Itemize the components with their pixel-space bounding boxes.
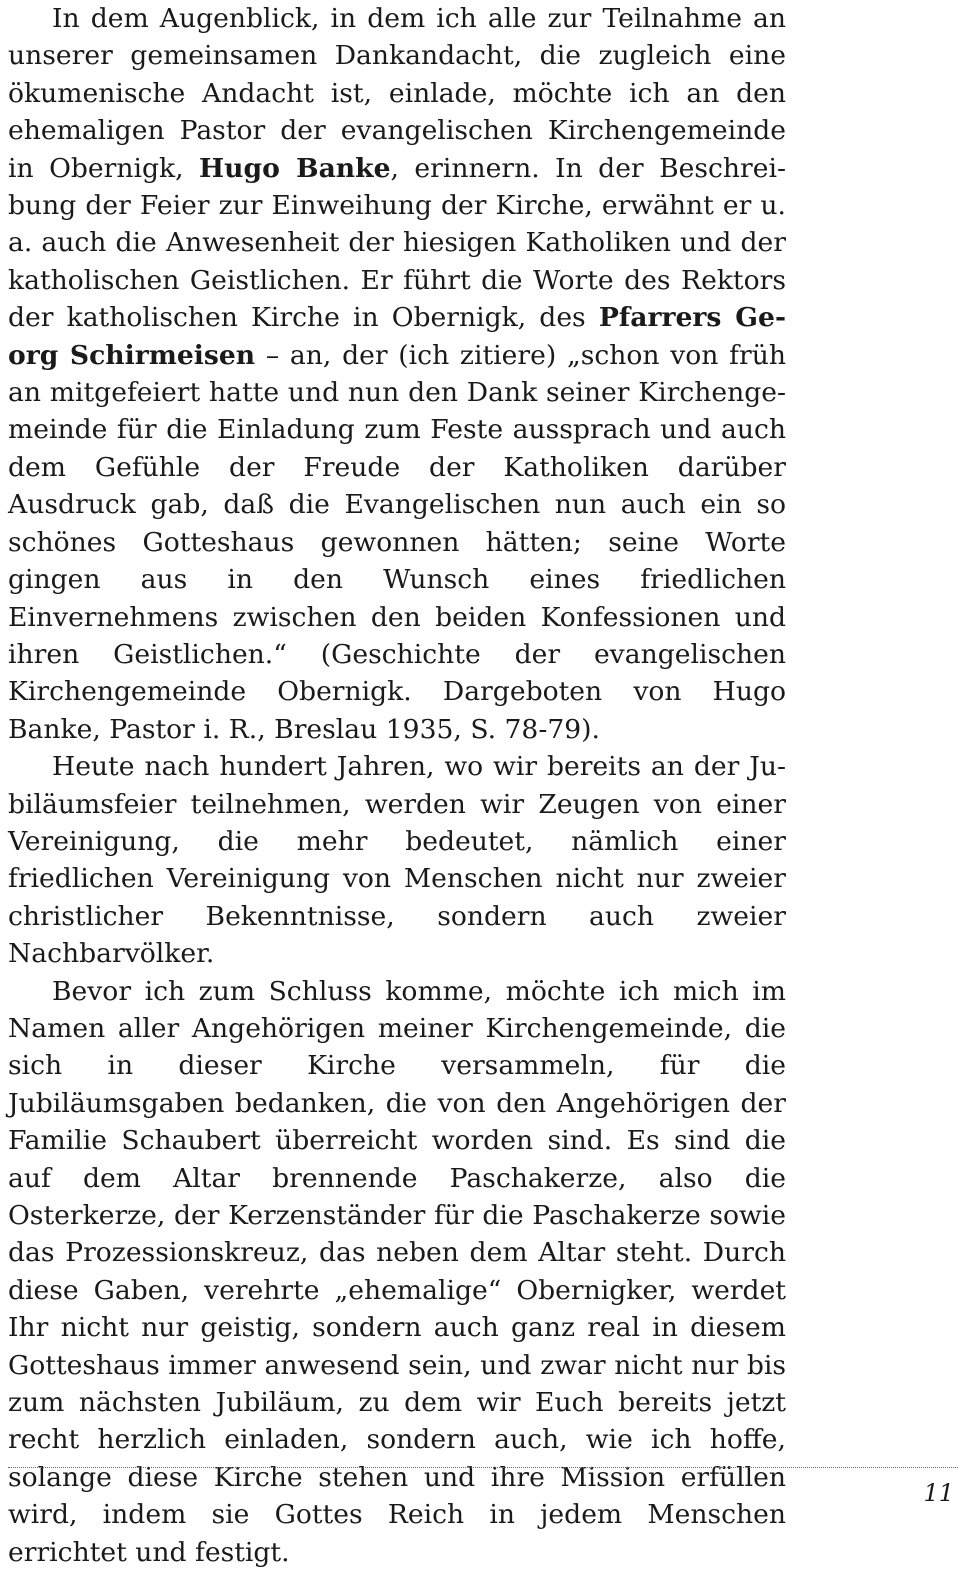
paragraph-1-text-a: In dem Augenblick, in dem ich alle zur Teilnahme an unserer gemeinsamen Dankandacht, die zugleich eine ökumenische Andacht ist, einlade, möchte ich an den ehemaligen Pastor der evangelischen Kirchengemeinde in Obernigk, <box>8 3 786 184</box>
paragraph-1-text-b: , erinnern. In der Beschreibung der Feier zur Einweihung der Kirche, erwähnt er u. a. auch die Anwesenheit der hiesigen Katholiken und der katholischen Geistlichen. Er führt die Worte des Rektors der katholischen Kirche in Obernigk, des <box>8 152 787 334</box>
paragraph-1-text-c: – an, der (ich zitiere) „schon von früh an mitgefeiert hatte und nun den Dank seiner Kirchengemeinde für die Einladung zum Feste aussprach und auch dem Gefühle der Freude der Katholiken darüber Ausdruck gab, daß die Evangelischen nun auch ein so schönes Gotteshaus gewonnen hätten; seine Worte gingen aus in den Wunsch eines friedlichen Einvernehmens zwischen den beiden Konfessionen und ihren Geistlichen.“ (Geschichte der evangelischen Kirchengemeinde Obernigk. Dargeboten von Hugo Banke, Pastor i. R., Breslau 1935, S. 78-79). <box>8 339 786 745</box>
footer-divider <box>8 1467 958 1468</box>
name-hugo-banke: Hugo Banke <box>199 152 391 184</box>
page-number: 11 <box>923 1479 954 1507</box>
body-text <box>8 0 786 1571</box>
name-georg-schirmeisen: Pfarrers Georg Schirmeisen <box>8 302 786 371</box>
paragraph-2: Heute nach hundert Jahren, wo wir bereits an der Jubiläumsfeier teilnehmen, werden wir Zeugen von einer Vereinigung, die mehr bedeutet, nämlich einer friedlichen Vereinigung von Menschen nicht nur zweier christlicher Bekenntnisse, sondern auch zweier Nachbarvölker. <box>8 751 786 970</box>
paragraph-3: Bevor ich zum Schluss komme, möchte ich mich im Namen aller Angehörigen meiner Kirchengemeinde, die sich in dieser Kirche versammeln, für die Jubiläumsgaben bedanken, die von den Angehörigen der Familie Schaubert überreicht worden sind. Es sind die auf dem Altar brennende Paschakerze, also die Osterkerze, der Kerzenständer für die Paschakerze sowie das Prozessionskreuz, das neben dem Altar steht. Durch diese Gaben, verehrte „ehemalige“ Obernigker, werdet Ihr nicht nur geistig, sondern auch ganz real in diesem Gotteshaus immer anwesend sein, und zwar nicht nur bis zum nächsten Jubiläum, zu dem wir Euch bereits jetzt recht herzlich einladen, sondern auch, wie ich hoffe, solange diese Kirche stehen und ihre Mission erfüllen wird, indem sie Gottes Reich in jedem Menschen errichtet und festigt. <box>8 975 786 1568</box>
paragraph-1 <box>8 0 786 748</box>
